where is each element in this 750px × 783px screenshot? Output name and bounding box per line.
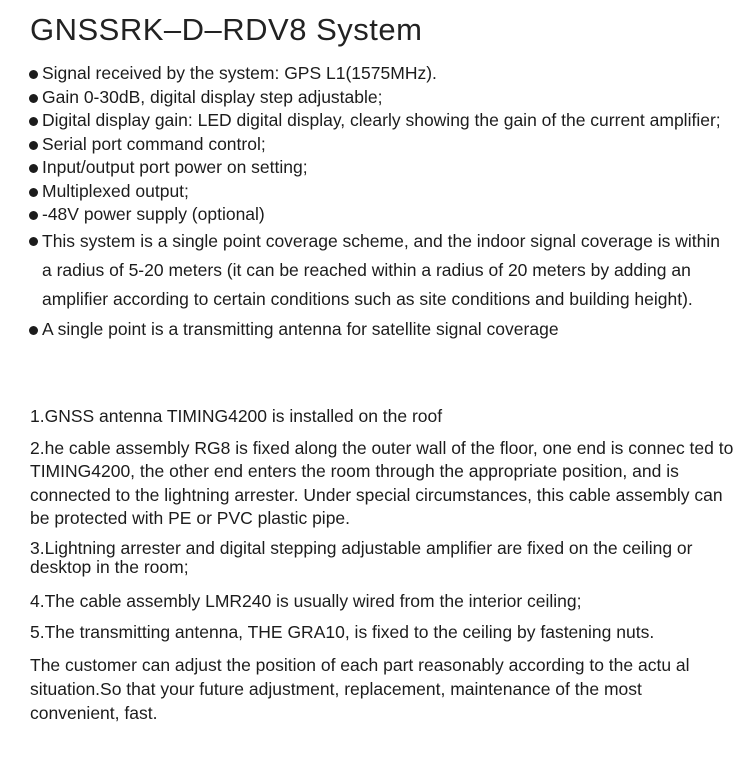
page-title: GNSSRK–D–RDV8 System bbox=[30, 12, 423, 47]
bullet-dot-icon bbox=[29, 164, 38, 173]
list-item: Digital display gain: LED digital display, clearly showing the gain of the current amplifier; bbox=[28, 109, 728, 133]
bullet-dot-icon bbox=[29, 188, 38, 197]
bullet-dot-icon bbox=[29, 94, 38, 103]
step-item: 3.Lightning arrester and digital stepping adjustable amplifier are fixed on the ceiling or desktop in the room; bbox=[30, 537, 693, 577]
step-item: 2.he cable assembly RG8 is fixed along the outer wall of the floor, one end is connec ted to TIMING4200, the other end enters the room through the appropriate position, and is connected to the lightning arrester. Under special circumstances, this cable assembly can be protected with PE or PVC plastic pipe. bbox=[30, 437, 734, 528]
list-item: Gain 0-30dB, digital display step adjustable; bbox=[28, 86, 728, 110]
feature-list bbox=[28, 62, 728, 341]
list-item: Multiplexed output; bbox=[28, 180, 728, 204]
list-item: Serial port command control; bbox=[28, 133, 728, 157]
closing-paragraph: The customer can adjust the position of each part reasonably according to the actu al situation.So that your future adjustment, replacement, maintenance of the most convenient, fast. bbox=[30, 654, 690, 723]
bullet-dot-icon bbox=[29, 70, 38, 79]
step-item: 4.The cable assembly LMR240 is usually wired from the interior ceiling; bbox=[30, 590, 582, 611]
step-item: 5.The transmitting antenna, THE GRA10, is fixed to the ceiling by fastening nuts. bbox=[30, 622, 655, 642]
list-item: -48V power supply (optional) bbox=[28, 203, 728, 227]
list-item: A single point is a transmitting antenna for satellite signal coverage bbox=[28, 318, 728, 342]
step-item: 1.GNSS antenna TIMING4200 is installed on the roof bbox=[30, 406, 443, 426]
bullet-dot-icon bbox=[29, 141, 38, 150]
list-item: Input/output port power on setting; bbox=[28, 156, 728, 180]
bullet-dot-icon bbox=[29, 237, 38, 246]
installation-steps bbox=[30, 405, 736, 725]
bullet-dot-icon bbox=[29, 326, 38, 335]
list-item: This system is a single point coverage scheme, and the indoor signal coverage is within a radius of 5-20 meters (it can be reached within a radius of 20 meters by adding an amplifier according to certain conditions such as site conditions and building height). bbox=[28, 227, 728, 314]
list-item: Signal received by the system: GPS L1(1575MHz). bbox=[28, 62, 728, 86]
bullet-dot-icon bbox=[29, 211, 38, 220]
bullet-dot-icon bbox=[29, 117, 38, 126]
